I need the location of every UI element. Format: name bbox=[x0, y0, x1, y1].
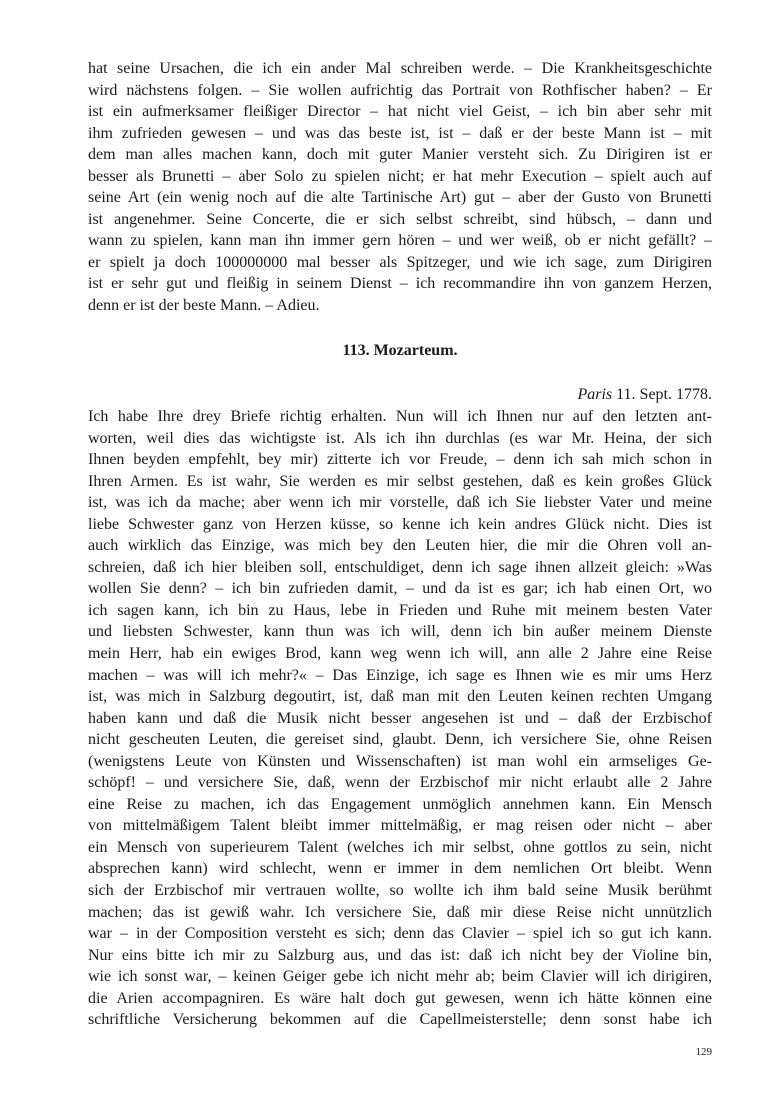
text-line: wollen Sie denn? – ich bin zufrieden damit, – und da ist es gar; ich hab einen Ort, wo bbox=[88, 580, 712, 598]
text-line: wann zu spielen, kann man ihn immer gern hören – und wer weiß, ob er nicht gefällt? – bbox=[88, 232, 712, 250]
text-line: machen – was will ich mehr?« – Das Einzige, ich sage es Ihnen wie es mir ums Herz bbox=[88, 666, 712, 684]
text-line: nicht gescheuten Leuten, die gereiset sind, glaubt. Denn, ich versichere Sie, ohne Reisen bbox=[88, 731, 712, 749]
text-line: ihm zufrieden gewesen – und was das beste ist, ist – daß er der beste Mann ist – mit bbox=[88, 124, 712, 142]
text-line: auch wirklich das Einzige, was mich bey den Leuten hier, die mir die Ohren voll an- bbox=[88, 537, 712, 555]
text-line: eine Reise zu machen, ich das Engagement unmöglich annehmen kann. Ein Mensch bbox=[88, 795, 712, 813]
text-line: ist angenehmer. Seine Concerte, die er sich selbst schreibt, sind hübsch, – dann und bbox=[88, 210, 712, 228]
letter-body bbox=[88, 406, 712, 1031]
text-line: dem man alles machen kann, doch mit guter Manier versteht sich. Zu Dirigiren ist er bbox=[88, 146, 712, 164]
letter-place: Paris bbox=[577, 386, 613, 403]
text-line: absprechen kann) wird schlecht, wenn er immer in dem nemlichen Ort bleibt. Wenn bbox=[88, 860, 712, 878]
text-line: wird nächstens folgen. – Sie wollen aufrichtig das Portrait von Rothfischer haben? – Er bbox=[88, 81, 712, 99]
text-line: Ich habe Ihre drey Briefe richtig erhalten. Nun will ich Ihnen nur auf den letzten ant- bbox=[88, 408, 712, 425]
text-line: von mittelmäßigem Talent bleibt immer mittelmäßig, er mag reisen oder nicht – aber bbox=[88, 817, 712, 835]
text-line: Ihnen beyden empfehlt, bey mir) zitterte ich vor Freude, – denn ich sah mich schon in bbox=[88, 451, 712, 469]
text-line: schöpf! – und versichere Sie, daß, wenn der Erzbischof mir nicht erlaubt alle 2 Jahre bbox=[88, 774, 712, 792]
text-line: Ihren Armen. Es ist wahr, Sie werden es mir selbst gestehen, daß es kein großes Glück bbox=[88, 472, 712, 490]
text-line: er spielt ja doch 100000000 mal besser als Spitzeger, und wie ich sage, zum Dirigiren bbox=[88, 253, 712, 271]
text-line: die Arien accompagniren. Es wäre halt doch gut gewesen, wenn ich hätte können eine bbox=[88, 989, 712, 1007]
text-line: ist, was ich da mache; aber wenn ich mir vorstelle, daß ich Sie liebster Vater und meine bbox=[88, 494, 712, 512]
letter-dateline bbox=[88, 384, 712, 406]
text-line: machen; das ist gewiß wahr. Ich versichere Sie, daß mir diese Reise nicht unnützlich bbox=[88, 903, 712, 921]
text-line: seine Art (ein wenig noch auf die alte Tartinische Art) gut – aber der Gusto von Brunetti bbox=[88, 189, 712, 207]
text-line: besser als Brunetti – aber Solo zu spielen nicht; er hat mehr Execution – spielt auch auf bbox=[88, 167, 712, 185]
text-line: war – in der Composition versteht es sich; denn das Clavier – spiel ich so gut ich kann. bbox=[88, 925, 712, 943]
text-line: schreien, daß ich hier bleiben soll, entschuldiget, denn ich sage ihnen allzeit gleich: »Was bbox=[88, 558, 712, 576]
text-line: ein Mensch von superieurem Talent (welches ich mir selbst, ohne gottlos zu sein, nicht bbox=[88, 838, 712, 856]
text-line: und liebsten Schwester, kann thun was ich will, denn ich bin außer meinem Dienste bbox=[88, 623, 712, 641]
text-line: hat seine Ursachen, die ich ein ander Mal schreiben werde. – Die Krankheitsgeschichte bbox=[88, 60, 712, 77]
text-line: ist ein aufmerksamer fleißiger Director – hat nicht viel Geist, – ich bin aber sehr mit bbox=[88, 103, 712, 121]
text-line: ich sagen kann, ich bin zu Haus, lebe in Frieden und Ruhe mit meinem besten Vater bbox=[88, 601, 712, 619]
text-line: worten, weil dies das wichtigste ist. Als ich ihn durchlas (es war Mr. Heina, der sich bbox=[88, 429, 712, 447]
text-line: liebe Schwester ganz von Herzen küsse, so kenne ich kein andres Glück nicht. Dies ist bbox=[88, 515, 712, 533]
letter-heading: 113. Mozarteum. bbox=[342, 342, 458, 359]
text-line: denn er ist der beste Mann. – Adieu. bbox=[88, 297, 320, 315]
text-line: wie ich sonst war, – keinen Geiger gebe ich nicht mehr ab; beim Clavier will ich dirigiren, bbox=[88, 968, 712, 986]
text-line: Nur eins bitte ich mir zu Salzburg aus, und das ist: daß ich nicht bey der Violine bin, bbox=[88, 946, 712, 964]
text-line: (wenigstens Leute von Künsten und Wissenschaften) ist man wohl ein armseliges Ge- bbox=[88, 752, 712, 770]
page-number: 129 bbox=[695, 1046, 712, 1058]
text-line: mein Herr, hab ein ewiges Brod, kann weg wenn ich will, ann alle 2 Jahre eine Reise bbox=[88, 645, 712, 663]
text-line: haben kann und daß die Musik nicht besser angesehen ist und – daß der Erzbischof bbox=[88, 709, 712, 727]
text-line: schriftliche Versicherung bekommen auf die Capellmeisterstelle; denn sonst habe ich bbox=[88, 1011, 712, 1029]
continuation-paragraph bbox=[88, 58, 712, 317]
text-line: ist er sehr gut und fleißig in seinem Dienst – ich recommandire ihn von ganzem Herzen, bbox=[88, 275, 712, 293]
letter-date: 11. Sept. 1778. bbox=[616, 386, 712, 403]
text-line: sich der Erzbischof mir vertrauen wollte, so wollte ich ihm bald seine Musik berühmt bbox=[88, 882, 712, 900]
text-line: ist, was mich in Salzburg degoutirt, ist, daß man mit den Leuten keinen rechten Umgang bbox=[88, 688, 712, 706]
